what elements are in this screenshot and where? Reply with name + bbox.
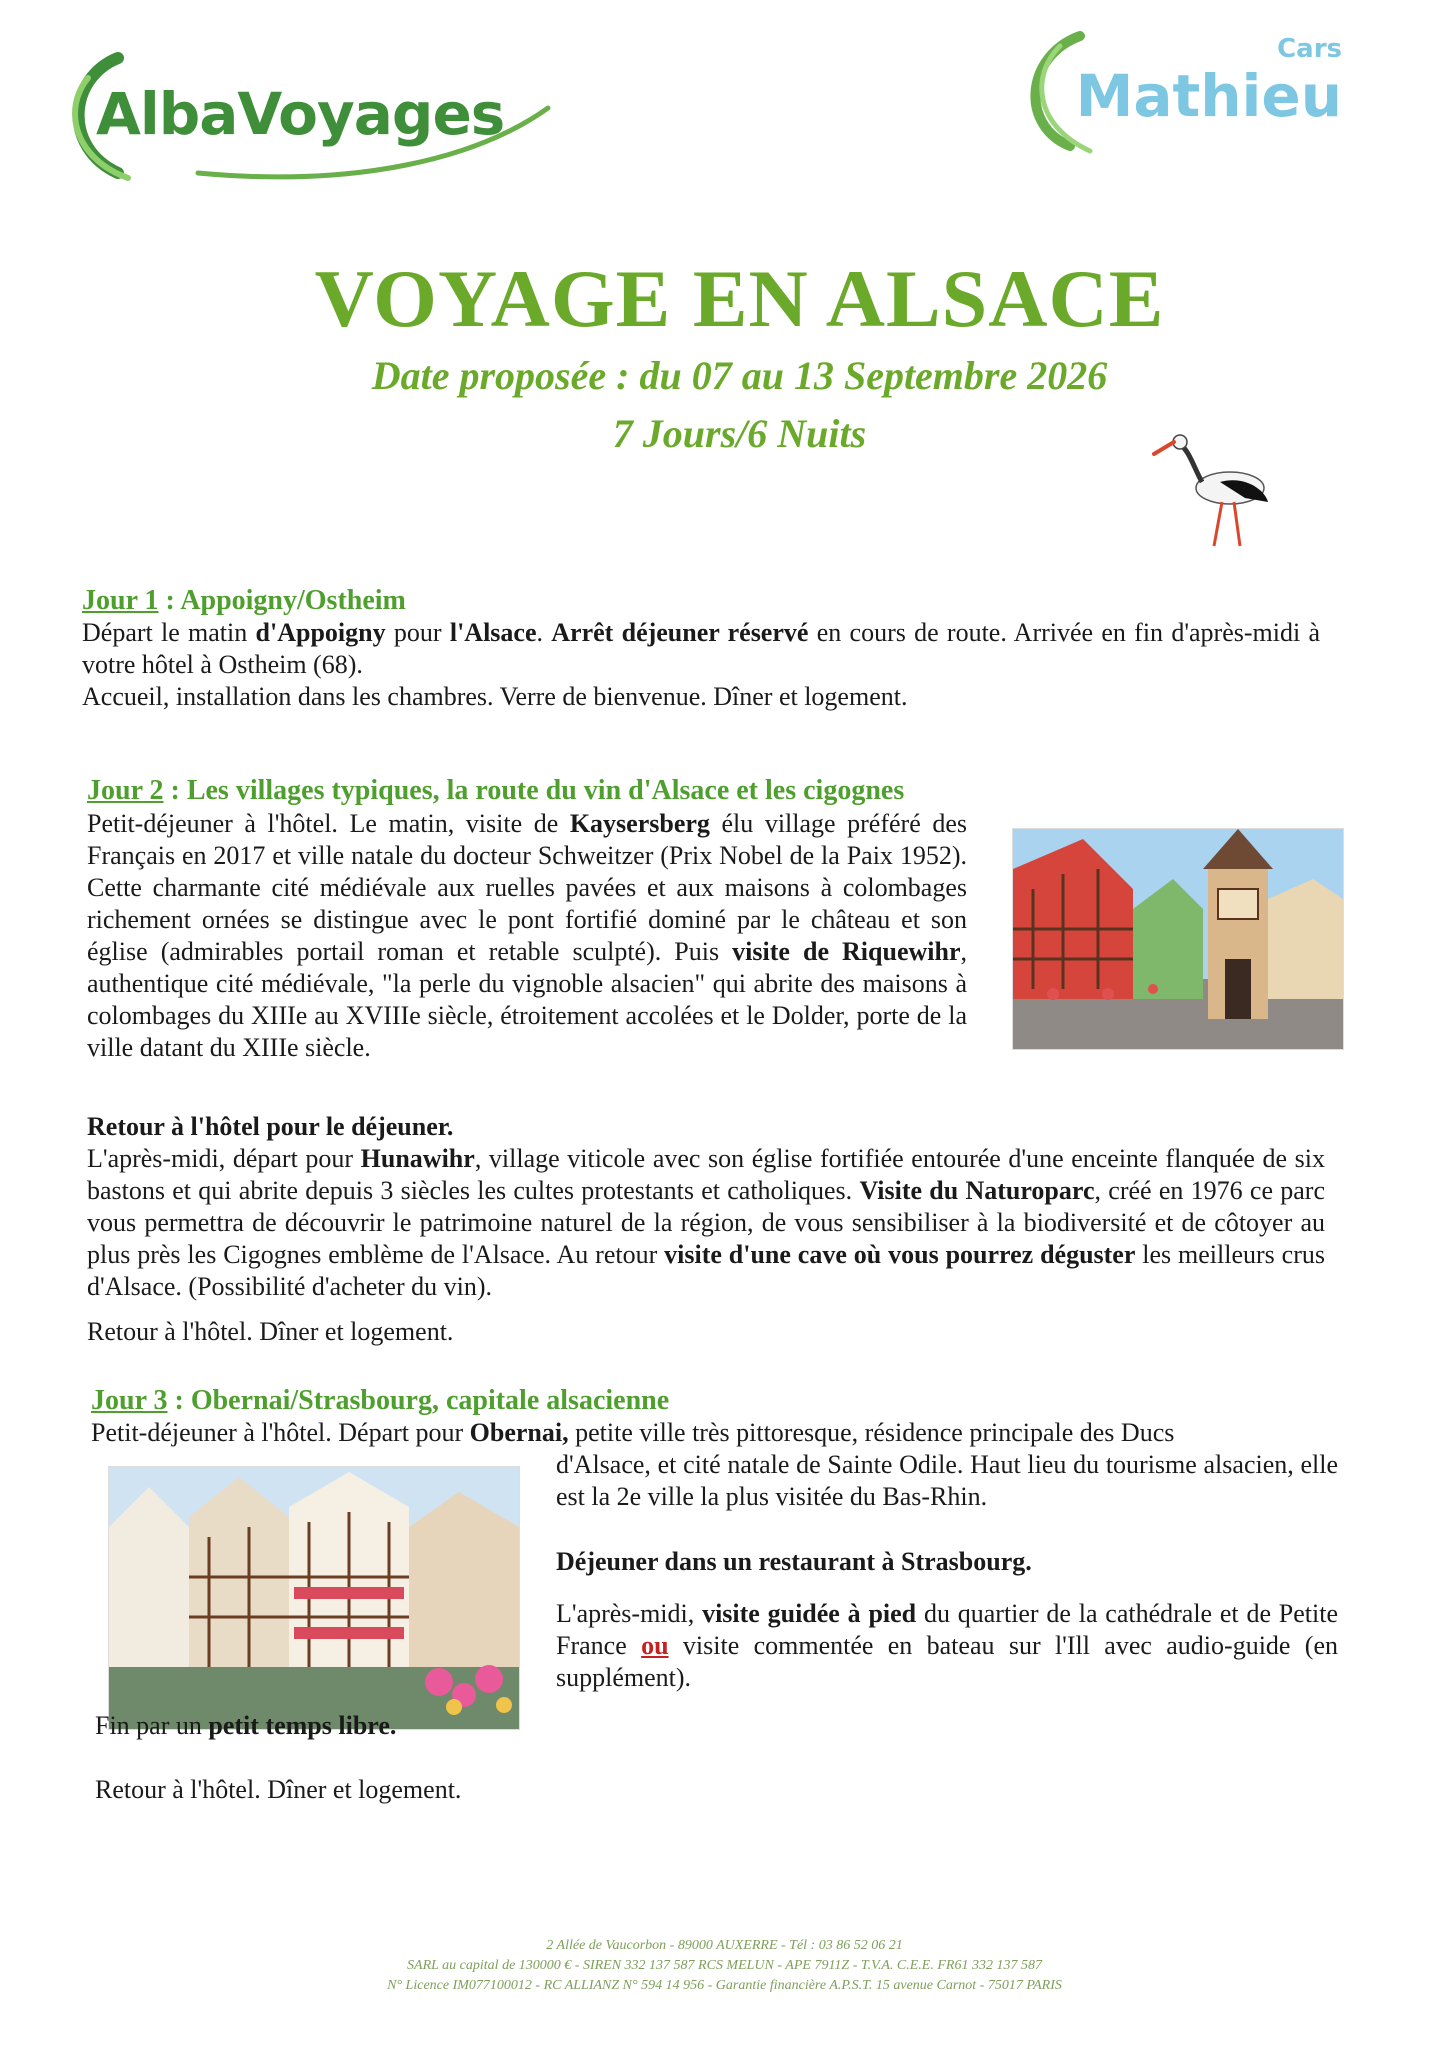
cars-mathieu-logo [1020,26,1350,156]
riquewihr-photo [1012,828,1344,1050]
day3-paragraph-3: L'après-midi, visite guidée à pied du quartier de la cathédrale et de Petite France ou visite commentée en bateau sur l'Ill avec audio-guide (en supplément). [556,1599,1339,1692]
day1-label: Jour 1 [82,585,159,616]
day2-paragraph-1: Petit-déjeuner à l'hôtel. Le matin, visite de Kaysersberg élu village préféré des Français en 2017 et ville natale du docteur Schweitzer (Prix Nobel de la Paix 1952). Cette charmante cité médiévale aux ruelles pavées et aux maisons à colombages richement ornées se distingue avec le pont fortifié dominé par le château et son église (admirables portail roman et retable sculpté). Puis visite de Riquewihr, authentique cité médiévale, "la perle du vignoble alsacien" qui abrite des maisons à colombages du XIIIe au XVIIIe siècle, étroitement accolées et le Dolder, porte de la ville datant du XIIIe siècle. [87,809,967,1062]
day3-paragraph-1-cont: d'Alsace, et cité natale de Sainte Odile. Haut lieu du tourisme alsacien, elle est la 2e ville la plus visitée du Bas-Rhin. [556,1450,1338,1511]
day3-free-time: Fin par un petit temps libre. [95,1711,397,1740]
stork-icon [1150,420,1290,560]
footer-company: SARL au capital de 130000 € - SIREN 332 137 587 RCS MELUN - APE 7911Z - T.V.A. C.E.E. FR61 332 137 587 [407,1958,1042,1973]
footer-address: 2 Allée de Vaucorbon - 89000 AUXERRE - Tél : 03 86 52 06 21 [546,1938,903,1953]
trip-duration: 7 Jours/6 Nuits [612,411,867,456]
footer-license: N° Licence IM077100012 - RC ALLIANZ N° 594 14 956 - Garantie financière A.P.S.T. 15 avenue Carnot - 75017 PARIS [387,1978,1062,1993]
day3-heading [91,1385,669,1417]
day1-heading [82,585,406,617]
strasbourg-photo [108,1466,520,1730]
day1-title: : Appoigny/Ostheim [158,585,406,616]
logo-cars-text: Cars [1277,34,1342,64]
page-title: VOYAGE EN ALSACE [314,253,1165,344]
day3-paragraph-1: Petit-déjeuner à l'hôtel. Départ pour Obernai, petite ville très pittoresque, résidence principale des Ducs [91,1418,1175,1447]
day3-paragraph-5: Retour à l'hôtel. Dîner et logement. [95,1775,462,1804]
trip-dates: Date proposée : du 07 au 13 Septembre 2026 [371,353,1108,398]
alba-voyages-logo-text: AlbaVoyages [96,80,505,148]
day2-paragraph-4: Retour à l'hôtel. Dîner et logement. [87,1317,454,1346]
logo-mathieu-text: Mathieu [1075,62,1342,130]
day3-label: Jour 3 [91,1385,168,1416]
day2-title: : Les villages typiques, la route du vin d'Alsace et les cigognes [163,775,905,806]
day2-heading [87,775,904,807]
alba-voyages-logo [58,38,598,188]
day3-title: : Obernai/Strasbourg, capitale alsacienne [167,1385,670,1416]
day2-paragraph-3: L'après-midi, départ pour Hunawihr, village viticole avec son église fortifiée entourée d'une enceinte flanquée de six bastons et qui abrite depuis 3 siècles les cultes protestants et catholiques. Visite du Naturoparc, créé en 1976 ce parc vous permettra de découvrir le patrimoine naturel de la région, de vous sensibiliser à la biodiversité et de côtoyer au plus près les Cigognes emblème de l'Alsace. Au retour visite d'une cave où vous pourrez déguster les meilleurs crus d'Alsace. (Possibilité d'acheter du vin). [87,1144,1325,1301]
day3-lunch-note: Déjeuner dans un restaurant à Strasbourg. [556,1547,1032,1576]
day2-lunch-note: Retour à l'hôtel pour le déjeuner. [87,1112,454,1141]
day2-label: Jour 2 [87,775,164,806]
day1-paragraph-2: Accueil, installation dans les chambres. Verre de bienvenue. Dîner et logement. [82,682,908,711]
day1-paragraph: Départ le matin d'Appoigny pour l'Alsace. Arrêt déjeuner réservé en cours de route. Arrivée en fin d'après-midi à votre hôtel à Ostheim (68). [82,618,1321,679]
